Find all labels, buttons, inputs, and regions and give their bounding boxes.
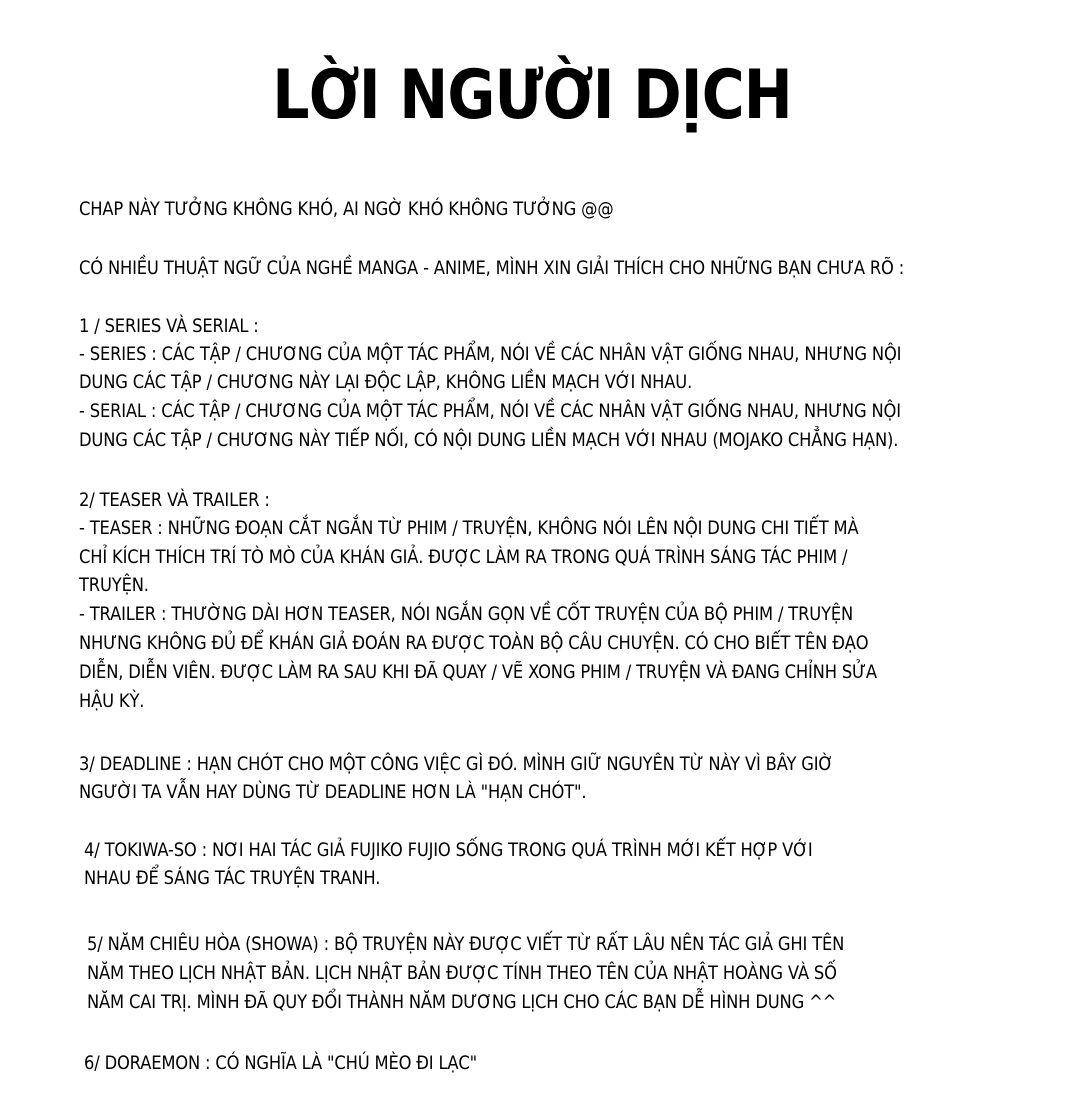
item-2-teaser-line-1: - TEASER : NHỮNG ĐOẠN CẮT NGẮN TỪ PHIM / TRUYỆN, KHÔNG NÓI LÊN NỘI DUNG CHI TIẾT MÀ: [79, 517, 859, 539]
item-2-teaser-line-2: CHỈ KÍCH THÍCH TRÍ TÒ MÒ CỦA KHÁN GIẢ. ĐƯỢC LÀM RA TRONG QUÁ TRÌNH SÁNG TÁC PHIM /: [79, 546, 848, 568]
item-2-trailer-line-1: - TRAILER : THƯỜNG DÀI HƠN TEASER, NÓI NGẮN GỌN VỀ CỐT TRUYỆN CỦA BỘ PHIM / TRUYỆN: [79, 603, 854, 625]
item-1-serial-line-2: DUNG CÁC TẬP / CHƯƠNG NÀY TIẾP NỐI, CÓ NỘI DUNG LIỀN MẠCH VỚI NHAU (MOJAKO CHẲNG HẠN).: [79, 429, 899, 451]
item-5-line-3: NĂM CAI TRỊ. MÌNH ĐÃ QUY ĐỔI THÀNH NĂM DƯƠNG LỊCH CHO CÁC BẠN DỄ HÌNH DUNG ^^: [87, 991, 837, 1013]
item-1-series-line-1: - SERIES : CÁC TẬP / CHƯƠNG CỦA MỘT TÁC PHẨM, NÓI VỀ CÁC NHÂN VẬT GIỐNG NHAU, NHƯNG NỘI: [79, 343, 902, 365]
page-title: LỜI NGƯỜI DỊCH: [272, 56, 792, 135]
item-6-line-1: 6/ DORAEMON : CÓ NGHĨA LÀ "CHÚ MÈO ĐI LẠC": [84, 1052, 477, 1074]
item-5-line-2: NĂM THEO LỊCH NHẬT BẢN. LỊCH NHẬT BẢN ĐƯỢC TÍNH THEO TÊN CỦA NHẬT HOÀNG VÀ SỐ: [87, 962, 837, 984]
item-4-line-2: NHAU ĐỂ SÁNG TÁC TRUYỆN TRANH.: [84, 867, 381, 889]
item-3-line-1: 3/ DEADLINE : HẠN CHÓT CHO MỘT CÔNG VIỆC GÌ ĐÓ. MÌNH GIỮ NGUYÊN TỪ NÀY VÌ BÂY GIỜ: [79, 753, 834, 775]
item-2-heading: 2/ TEASER VÀ TRAILER :: [79, 489, 270, 511]
item-3-line-2: NGƯỜI TA VẪN HAY DÙNG TỪ DEADLINE HƠN LÀ "HẠN CHÓT".: [79, 781, 587, 803]
item-2-trailer-line-3: DIỄN, DIỄN VIÊN. ĐƯỢC LÀM RA SAU KHI ĐÃ QUAY / VẼ XONG PHIM / TRUYỆN VÀ ĐANG CHỈNH SỬA: [79, 661, 877, 683]
item-4-line-1: 4/ TOKIWA-SO : NƠI HAI TÁC GIẢ FUJIKO FUJIO SỐNG TRONG QUÁ TRÌNH MỚI KẾT HỢP VỚI: [84, 839, 813, 861]
intro-line: CHAP NÀY TƯỞNG KHÔNG KHÓ, AI NGỜ KHÓ KHÔNG TƯỞNG @@: [79, 198, 614, 220]
glossary-intro-line: CÓ NHIỀU THUẬT NGỮ CỦA NGHỀ MANGA - ANIME, MÌNH XIN GIẢI THÍCH CHO NHỮNG BẠN CHƯA RÕ :: [79, 257, 905, 279]
item-2-teaser-line-3: TRUYỆN.: [79, 574, 149, 596]
item-2-trailer-line-4: HẬU KỲ.: [79, 690, 145, 712]
item-5-line-1: 5/ NĂM CHIÊU HÒA (SHOWA) : BỘ TRUYỆN NÀY ĐƯỢC VIẾT TỪ RẤT LÂU NÊN TÁC GIẢ GHI TÊN: [87, 933, 845, 955]
item-2-trailer-line-2: NHƯNG KHÔNG ĐỦ ĐỂ KHÁN GIẢ ĐOÁN RA ĐƯỢC TOÀN BỘ CÂU CHUYỆN. CÓ CHO BIẾT TÊN ĐẠO: [79, 632, 869, 654]
item-1-serial-line-1: - SERIAL : CÁC TẬP / CHƯƠNG CỦA MỘT TÁC PHẨM, NÓI VỀ CÁC NHÂN VẬT GIỐNG NHAU, NHƯNG NỘI: [79, 400, 901, 422]
item-1-heading: 1 / SERIES VÀ SERIAL :: [79, 315, 259, 337]
item-1-series-line-2: DUNG CÁC TẬP / CHƯƠNG NÀY LẠI ĐỘC LẬP, KHÔNG LIỀN MẠCH VỚI NHAU.: [79, 371, 693, 393]
